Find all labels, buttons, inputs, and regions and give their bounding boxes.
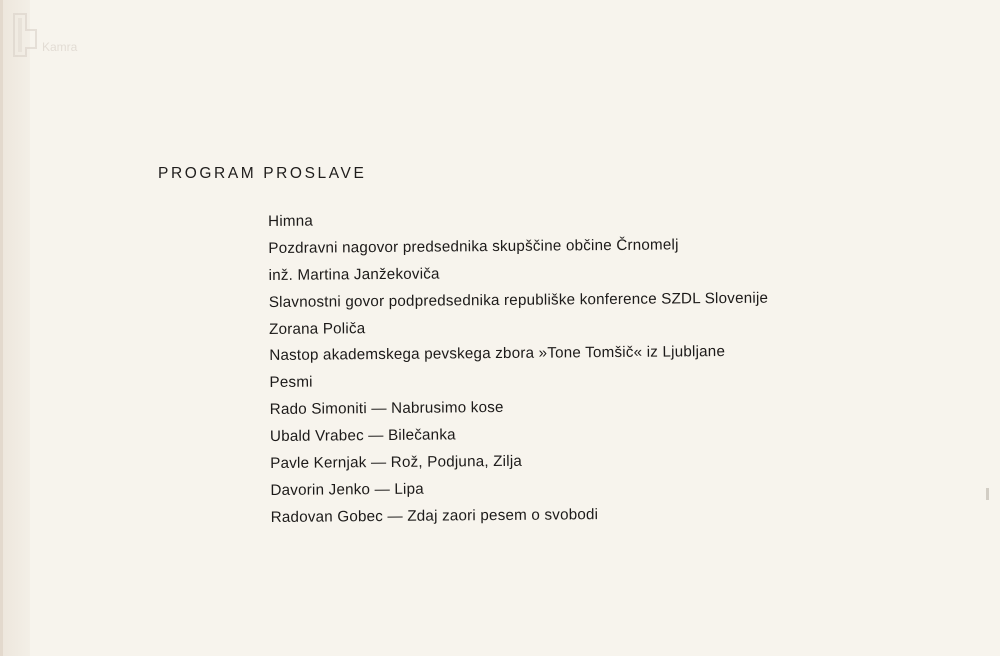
program-item: Nastop akademskega pevskega zbora »Tone Tomšič« iz Ljubljane	[269, 343, 726, 365]
program-item: Rado Simoniti — Nabrusimo kose	[269, 399, 504, 419]
program-item: Slavnostni govor podpredsednika republiške konference SZDL Slovenije	[268, 289, 769, 311]
scan-mark	[986, 488, 989, 500]
program-item: Pozdravni nagovor predsednika skupščine občine Črnomelj	[268, 236, 679, 257]
kamra-watermark-logo	[8, 10, 108, 60]
scan-left-strip	[0, 0, 30, 656]
program-list	[268, 205, 770, 532]
program-item: Ubald Vrabec — Bilečanka	[269, 426, 456, 446]
program-item: inž. Martina Janžekoviča	[268, 265, 440, 284]
page-title: PROGRAM PROSLAVE	[158, 165, 367, 182]
scan-left-edge	[0, 0, 3, 656]
program-item: Himna	[268, 212, 314, 230]
program-item: Pavle Kernjak — Rož, Podjuna, Zilja	[270, 452, 523, 473]
watermark-text: Kamra	[42, 40, 78, 54]
program-item: Pesmi	[269, 373, 313, 392]
program-item: Radovan Gobec — Zdaj zaori pesem o svobodi	[270, 505, 599, 526]
program-item: Zorana Poliča	[268, 319, 366, 338]
program-item: Davorin Jenko — Lipa	[270, 480, 424, 499]
